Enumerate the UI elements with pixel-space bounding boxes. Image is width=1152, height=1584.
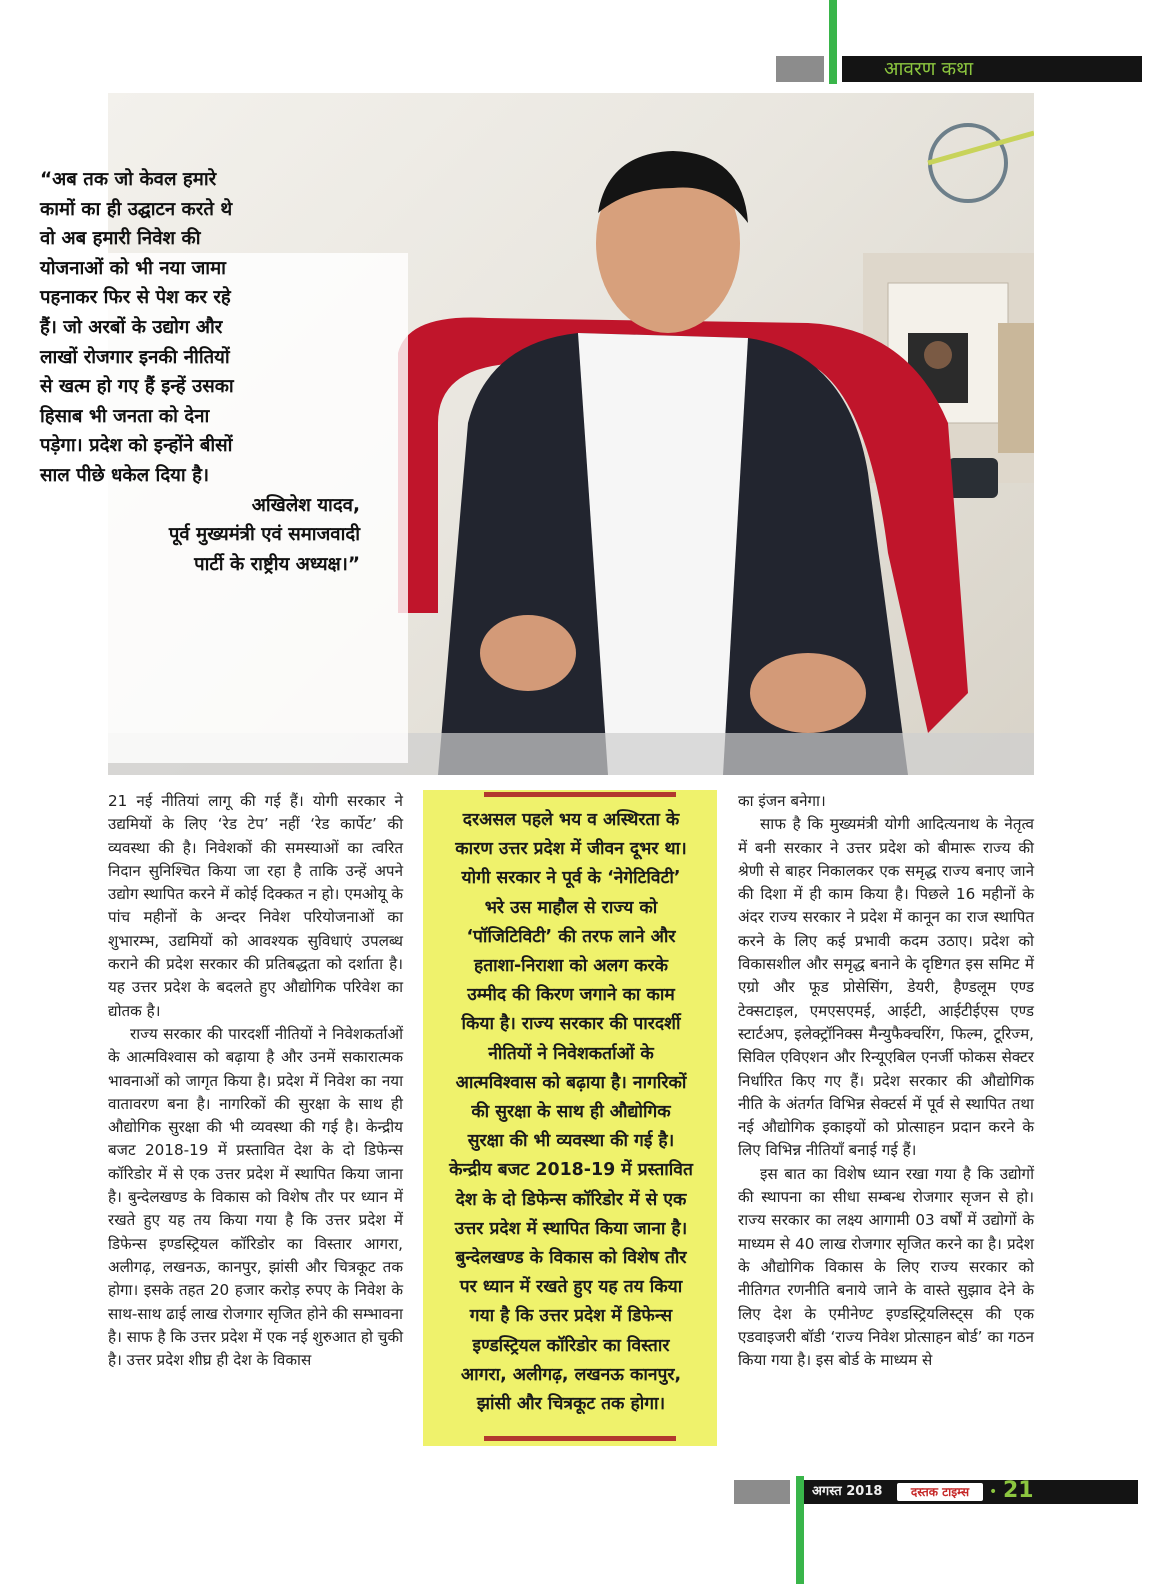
section-label: आवरण कथा: [842, 56, 1142, 82]
highlight-line: दरअसल पहले भय व अस्थिरता के: [462, 810, 680, 830]
highlight-line: नीतियों ने निवेशकर्ताओं के: [488, 1043, 654, 1064]
quote-line: साल पीछे धकेल दिया है।: [40, 464, 209, 486]
quote-line: लाखों रोजगार इनकी नीतियों: [40, 346, 230, 368]
quote-line: पड़ेगा। प्रदेश को इन्होंने बीसों: [40, 435, 233, 457]
highlight-line: आत्मविश्वास को बढ़ाया है। नागरिकों: [455, 1072, 687, 1093]
highlight-line: ‘पॉजिटिविटी’ की तरफ लाने और: [466, 926, 676, 947]
quote-author-title: पूर्व मुख्यमंत्री एवं समाजवादी: [168, 524, 360, 546]
pull-quote: [40, 165, 360, 580]
highlight-line: भरे उस माहौल से राज्य को: [484, 897, 658, 918]
highlight-line: की सुरक्षा के साथ ही औद्योगिक: [471, 1102, 671, 1123]
highlight-text: [430, 806, 712, 1419]
footer-grey-block: [734, 1480, 790, 1504]
quote-author-title: पार्टी के राष्ट्रीय अध्यक्ष।”: [194, 553, 360, 575]
quote-line: हिसाब भी जनता को देना: [40, 405, 210, 427]
highlight-line: केन्द्रीय बजट 2018-19 में प्रस्तावित: [449, 1160, 693, 1181]
quote-line: पहनाकर फिर से पेश कर रहे: [40, 287, 231, 309]
quote-line: से खत्म हो गए हैं इन्हें उसका: [40, 376, 234, 398]
header-grey-block: [776, 56, 824, 82]
highlight-line: योगी सरकार ने पूर्व के ‘नेगेटिविटी’: [461, 868, 681, 889]
quote-line: योजनाओं को भी नया जामा: [40, 257, 226, 279]
highlight-line: झांसी और चित्रकूट तक होगा।: [476, 1394, 666, 1415]
article-column-left: [108, 790, 403, 1372]
paragraph: का इंजन बनेगा।: [738, 792, 826, 810]
highlight-rule-bottom: [484, 1436, 676, 1441]
highlight-line: उम्मीद की किरण जगाने का काम: [467, 985, 675, 1006]
quote-line: हैं। जो अरबों के उद्योग और: [40, 316, 223, 338]
highlight-line: कारण उत्तर प्रदेश में जीवन दूभर था।: [455, 839, 687, 860]
footer-bullet: •: [989, 1484, 998, 1500]
paragraph: 21 नई नीतियां लागू की गई हैं। योगी सरकार ने उद्यमियों के लिए ‘रेड टेप’ नहीं ‘रेड कार्पेट’ की व्यवस्था की है। निवेशकों की समस्याओं का त्वरित निदान सुनिश्चित किया जा रहा है ताकि उन्हें अपने उद्योग स्थापित करने में कोई दिक्कत न हो। एमओयू के पांच महीनों के अन्दर निवेश परियोजनाओं का शुभारम्भ, उद्यमियों को आवश्यक सुविधाएं उपलब्ध कराने की प्रदेश सरकार की प्रतिबद्धता को दर्शाता है। यह उत्तर प्रदेश के बदलते हुए औद्योगिक परिवेश का द्योतक है।: [108, 792, 403, 1020]
paragraph: इस बात का विशेष ध्यान रखा गया है कि उद्योगों की स्थापना का सीधा सम्बन्ध रोजगार सृजन से हो। राज्य सरकार का लक्ष्य आगामी 03 वर्षों में उद्योगों के माध्यम से 40 लाख रोजगार सृजित करने का है। प्रदेश के औद्योगिक विकास के लिए राज्य सरकार को नीतिगत रणनीति बनाये जाने के वास्ते सुझाव देने के लिए देश के एमीनेण्ट इण्डस्ट्रियलिस्ट्स की एक एडवाइजरी बॉडी ‘राज्य निवेश प्रोत्साहन बोर्ड’ का गठन किया गया है। इस बोर्ड के माध्यम से: [738, 1164, 1034, 1370]
highlight-line: आगरा, अलीगढ़, लखनऊ कानपुर,: [460, 1364, 682, 1385]
quote-attribution: [40, 491, 360, 580]
highlight-line: उत्तर प्रदेश में स्थापित किया जाना है।: [454, 1218, 688, 1239]
footer-accent-bar: [796, 1476, 804, 1584]
article-column-right: [738, 790, 1034, 1372]
highlight-line: हताशा-निराशा को अलग करके: [473, 956, 669, 977]
highlight-line: देश के दो डिफेन्स कॉरिडोर में से एक: [455, 1189, 687, 1210]
quote-author: अखिलेश यादव,: [251, 494, 360, 516]
quote-line: वो अब हमारी निवेश की: [40, 228, 201, 250]
highlight-line: किया है। राज्य सरकार की पारदर्शी: [461, 1014, 681, 1035]
highlight-line: इण्डस्ट्रियल कॉरिडोर का विस्तार: [472, 1335, 670, 1356]
highlight-line: बुन्देलखण्ड के विकास को विशेष तौर: [455, 1248, 687, 1269]
highlight-line: पर ध्यान में रखते हुए यह तय किया: [459, 1277, 683, 1298]
issue-date: अगस्त 2018: [812, 1484, 883, 1499]
quote-line: “अब तक जो केवल हमारे: [40, 169, 217, 190]
highlight-line: सुरक्षा की भी व्यवस्था की गई है।: [467, 1131, 675, 1152]
page-number: 21: [1003, 1478, 1034, 1503]
magazine-logo: दस्तक टाइम्स: [897, 1483, 983, 1501]
quote-line: कामों का ही उद्घाटन करते थे: [40, 198, 233, 220]
highlight-line: गया है कि उत्तर प्रदेश में डिफेन्स: [469, 1306, 673, 1327]
paragraph: साफ है कि मुख्यमंत्री योगी आदित्यनाथ के नेतृत्व में बनी सरकार ने उत्तर प्रदेश को बीमारू राज्य की श्रेणी से बाहर निकालकर एक समृद्ध राज्य बनाए जाने की दिशा में ही काम किया है। पिछले 16 महीनों के अंदर राज्य सरकार ने प्रदेश में कानून का राज स्थापित करने के लिए कई प्रभावी कदम उठाए। प्रदेश को विकासशील और समृद्ध बनाने के दृष्टिगत इस समिट में एग्रो और फूड प्रोसेसिंग, डेयरी, हैण्डलूम एण्ड टेक्सटाइल, एमएसएमई, आईटी, आईटीईएस एण्ड स्टार्टअप, इलेक्ट्रॉनिक्स मैन्युफैक्चरिंग, फिल्म, टूरिज्म, सिविल एविएशन और रिन्यूएबिल एनर्जी फोकस सेक्टर निर्धारित किए गए हैं। प्रदेश सरकार की औद्योगिक नीति के अंतर्गत विभिन्न सेक्टर्स में पूर्व से स्थापित तथा नई औद्योगिक इकाइयों को प्रोत्साहन प्रदान करने के लिए विभिन्न नीतियाँ बनाई गई हैं।: [738, 815, 1034, 1160]
paragraph: राज्य सरकार की पारदर्शी नीतियों ने निवेशकर्ताओं के आत्मविश्वास को बढ़ाया है और उनमें सकारात्मक भावनाओं को जागृत किया है। प्रदेश में निवेश का नया वातावरण बना है। नागरिकों की सुरक्षा के साथ ही औद्योगिक सुरक्षा की भी व्यवस्था की गई है। केन्द्रीय बजट 2018-19 में प्रस्तावित देश के दो डिफेन्स कॉरिडोर में से एक उत्तर प्रदेश में स्थापित किया जाना है। बुन्देलखण्ड के विकास को विशेष तौर पर ध्यान में रखते हुए यह तय किया गया है कि उत्तर प्रदेश में डिफेन्स इण्डस्ट्रियल कॉरिडोर का विस्तार आगरा, अलीगढ़, लखनऊ, कानपुर, झांसी और चित्रकूट तक होगा। इसके तहत 20 हजार करोड़ रुपए के निवेश के साथ-साथ ढाई लाख रोजगार सृजित होने की सम्भावना है। साफ है कि उत्तर प्रदेश में एक नई शुरुआत हो चुकी है। उत्तर प्रदेश शीघ्र ही देश के विकास: [108, 1024, 403, 1370]
header-accent-bar: [829, 0, 837, 84]
highlight-rule-top: [484, 792, 676, 797]
